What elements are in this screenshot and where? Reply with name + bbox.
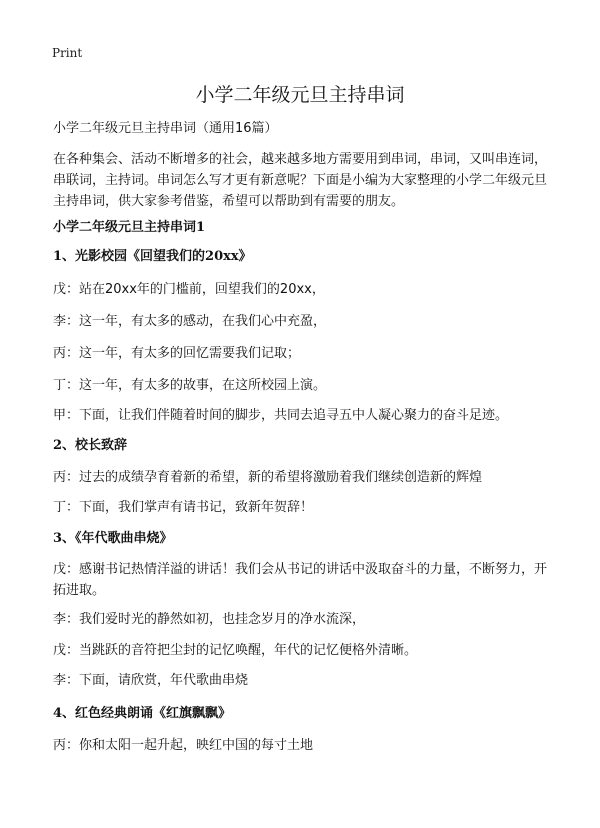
dialogue-line: 戊：感谢书记热情洋溢的讲话！我们会从书记的讲话中汲取奋斗的力量，不断努力，开拓进取。 xyxy=(53,562,548,598)
dialogue-line: 丙：这一年，有太多的回忆需要我们记取； xyxy=(53,346,301,361)
dialogue-line: 丙：过去的成绩孕育着新的希望，新的希望将激励着我们继续创造新的辉煌 xyxy=(53,470,483,485)
subtitle: 小学二年级元旦主持串词（通用16篇） xyxy=(53,121,278,136)
dialogue-line: 甲：下面，让我们伴随着时间的脚步，共同去追寻五中人凝心聚力的奋斗足迹。 xyxy=(53,408,509,423)
intro-paragraph: 在各种集会、活动不断增多的社会，越来越多地方需要用到串词，串词，又叫串连词，串联词，主持词。串词怎么写才更有新意呢？下面是小编为大家整理的小学二年级元旦主持串词，供大家参考借鉴，希望可以帮助到有需要的朋友。 xyxy=(53,152,548,209)
dialogue-line: 丁：下面，我们掌声有请书记，致新年贺辞！ xyxy=(53,500,314,515)
dialogue-line: 李：这一年，有太多的感动，在我们心中充盈， xyxy=(53,314,327,329)
dialogue-line: 丙：你和太阳一起升起，映红中国的每寸土地 xyxy=(53,738,314,753)
print-label: Print xyxy=(52,46,83,60)
dialogue-line: 丁：这一年，有太多的故事，在这所校园上演。 xyxy=(53,378,327,393)
page-title: 小学二年级元旦主持串词 xyxy=(195,84,405,106)
section-title: 小学二年级元旦主持串词1 xyxy=(53,220,206,235)
dialogue-line: 戊：站在20xx年的门槛前，回望我们的20xx， xyxy=(53,282,325,297)
dialogue-line: 李：下面，请欣赏，年代歌曲串烧 xyxy=(53,673,249,688)
part-heading: 1、光影校园《回望我们的20xx》 xyxy=(53,249,252,264)
dialogue-line: 李：我们爱时光的静然如初，也挂念岁月的净水流深， xyxy=(53,612,366,627)
part-heading: 2、校长致辞 xyxy=(53,438,128,453)
dialogue-line: 戊：当跳跃的音符把尘封的记忆唤醒，年代的记忆便格外清晰。 xyxy=(53,643,418,658)
part-heading: 4、红色经典朗诵《红旗飘飘》 xyxy=(53,706,232,721)
part-heading: 3、《年代歌曲串烧》 xyxy=(53,531,173,546)
